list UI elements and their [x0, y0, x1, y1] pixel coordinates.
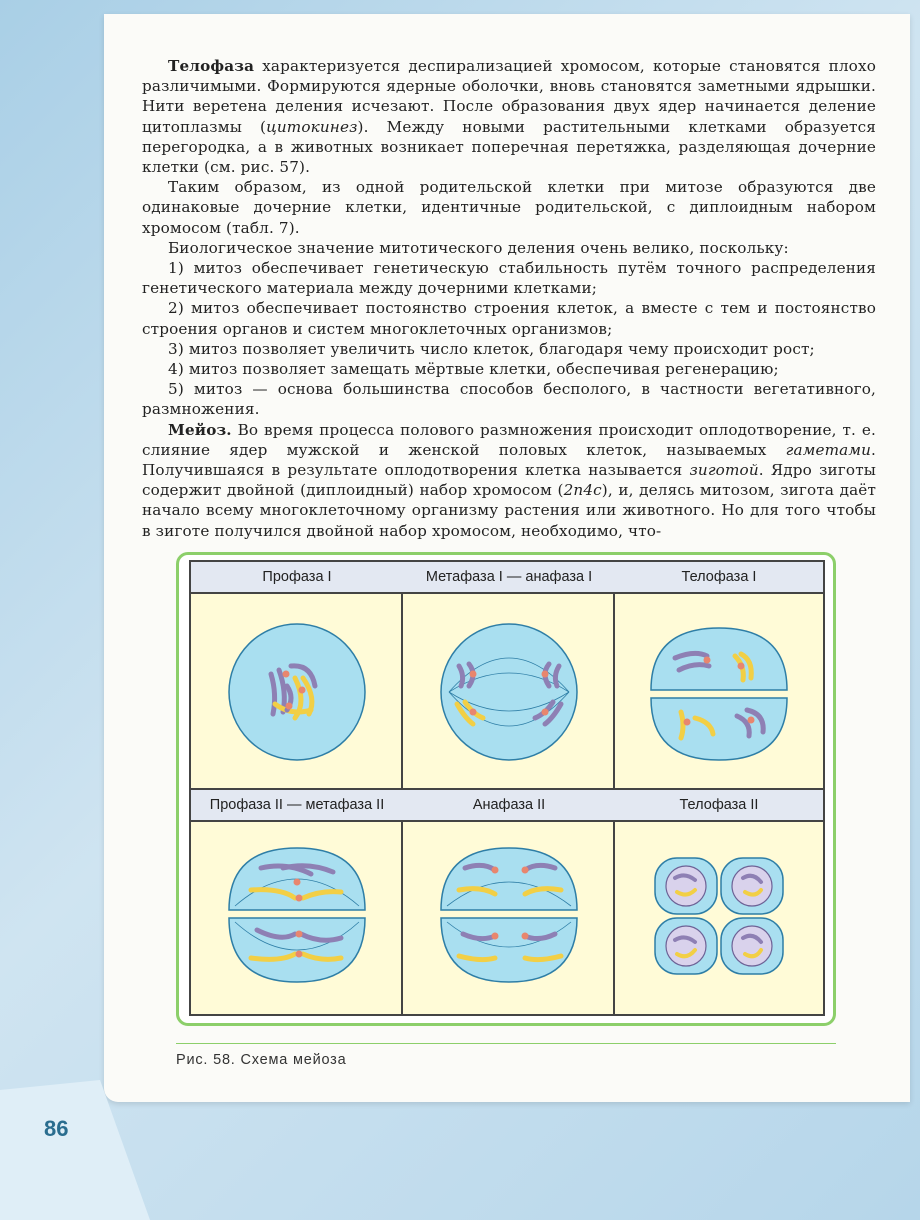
text-run: характеризуется деспирализацией хромосом, которые становятся плохо различимыми. Формируются ядерные оболочки, вновь становятся заметными ядрышки. Нити веретена деления исчезают. После образования двух ядер начинается деление цитоплазмы (: [142, 57, 876, 136]
text-run: 2) митоз обеспечивает постоянство строения клеток, а вместе с тем и постоянство строения органов и систем многоклеточных организмов;: [142, 299, 876, 338]
prophase-metaphase-2-illustration: [191, 822, 403, 1014]
paragraph-1: [142, 56, 876, 177]
text-run: 1) митоз обеспечивает генетическую стабильность путём точного распределения генетического материала между дочерними клетками;: [142, 259, 876, 298]
header-metaphase-anaphase-1: Метафаза I — анафаза I: [403, 562, 615, 594]
header-prophase-1: Профаза I: [191, 562, 403, 594]
paragraph-5: [142, 298, 876, 338]
header-anaphase-2: Анафаза II: [403, 790, 615, 822]
meiosis-figure: [189, 560, 825, 1016]
paragraph-4: [142, 258, 876, 298]
paragraph-6: [142, 339, 876, 359]
text-run: Мейоз.: [168, 420, 232, 439]
text-run: Биологическое значение митотического деления очень велико, поскольку:: [168, 238, 789, 257]
figure-caption: Рис. 58. Схема мейоза: [176, 1052, 347, 1068]
paragraph-7: [142, 359, 876, 379]
paragraph-8: [142, 379, 876, 419]
text-run: 2n4c: [563, 481, 602, 500]
text-run: 3) митоз позволяет увеличить число клеток, благодаря чему происходит рост;: [168, 339, 815, 358]
header-telophase-2: Телофаза II: [615, 790, 823, 822]
text-run: ), и, делясь митозом, зигота даёт начало всему многоклеточному организму растения или животного. Но для того чтобы в зиготе получился двойной набор хромосом, необходимо, что-: [142, 481, 876, 540]
text-run: . Ядро зиготы содержит двойной (диплоидный) набор хромосом (: [142, 461, 876, 500]
text-run: Телофаза: [168, 57, 255, 75]
body-text: [142, 56, 876, 541]
header-telophase-1: Телофаза I: [615, 562, 823, 594]
anaphase-2-illustration: [403, 822, 615, 1014]
paragraph-3: [142, 238, 876, 258]
metaphase-anaphase-1-illustration: [403, 594, 615, 788]
text-run: . Получившаяся в результате оплодотворения клетка называется: [142, 440, 876, 480]
text-run: 5) митоз — основа большинства способов бесполого, в частности вегетативного, размножения.: [142, 380, 876, 419]
text-run: ). Между новыми растительными клетками образуется перегородка, а в животных возникает поперечная перетяжка, разделяющая дочерние клетки (см. рис. 57).: [142, 117, 876, 177]
paragraph-9: [142, 420, 876, 541]
text-run: цитокинез: [266, 117, 358, 136]
text-run: Таким образом, из одной родительской клетки при митозе образуются две одинаковые дочерние клетки, идентичные родительской, с диплоидным набором хромосом (табл. 7).: [142, 178, 876, 237]
page-number: 86: [44, 1116, 69, 1141]
text-run: гаметами: [785, 440, 872, 459]
page-corner-decoration: [0, 1080, 150, 1220]
header-prophase-metaphase-2: Профаза II — метафаза II: [191, 790, 403, 822]
telophase-1-illustration: [615, 594, 823, 788]
caption-rule: [176, 1043, 836, 1044]
paragraph-2: [142, 177, 876, 238]
text-run: зиготой: [689, 461, 759, 480]
text-run: Во время процесса полового размножения происходит оплодотворение, т. е. слияние ядер мужской и женской половых клеток, называемых: [142, 420, 876, 459]
prophase-1-illustration: [191, 594, 403, 788]
telophase-2-illustration: [615, 822, 823, 1014]
text-run: 4) митоз позволяет замещать мёртвые клетки, обеспечивая регенерацию;: [168, 360, 779, 379]
